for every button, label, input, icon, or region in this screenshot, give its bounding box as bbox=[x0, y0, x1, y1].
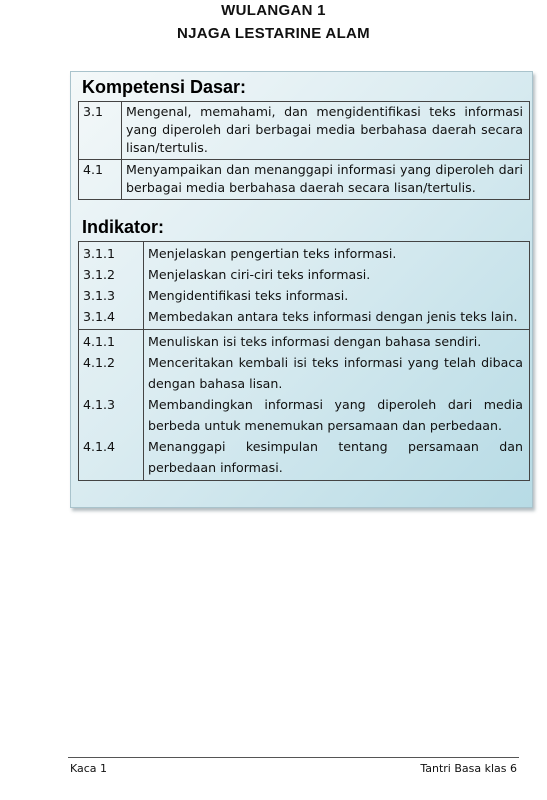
indikator-text: Menuliskan isi teks informasi dengan bahasa sendiri. bbox=[148, 334, 482, 349]
table-row bbox=[79, 330, 530, 481]
indikator-text-group bbox=[144, 242, 530, 330]
indikator-number: 3.1.2 bbox=[83, 267, 116, 282]
indikator-heading: Indikator: bbox=[82, 217, 165, 237]
page-number: Kaca 1 bbox=[70, 762, 108, 775]
kompetensi-heading: Kompetensi Dasar: bbox=[82, 77, 247, 97]
kompetensi-table bbox=[78, 101, 530, 200]
indikator-number: 3.1.1 bbox=[83, 246, 116, 261]
indikator-number: 4.1.4 bbox=[83, 439, 116, 454]
table-row bbox=[79, 242, 530, 330]
page-subtitle: NJAGA LESTARINE ALAM bbox=[177, 25, 370, 42]
table-row bbox=[79, 102, 530, 160]
page-title: WULANGAN 1 bbox=[221, 2, 326, 19]
indikator-text: Menjelaskan ciri-ciri teks informasi. bbox=[148, 267, 371, 282]
competency-box bbox=[70, 71, 533, 508]
indikator-text: Menjelaskan pengertian teks informasi. bbox=[148, 246, 397, 261]
indikator-text: Membedakan antara teks informasi dengan jenis teks lain. bbox=[148, 309, 518, 324]
book-title: Tantri Basa klas 6 bbox=[420, 762, 517, 775]
indikator-text: Membandingkan informasi yang diperoleh dari media berbeda untuk menemukan persamaan dan perbedaan. bbox=[148, 397, 523, 433]
indikator-number: 3.1.4 bbox=[83, 309, 116, 324]
indikator-number: 4.1.1 bbox=[83, 334, 116, 349]
indikator-number: 4.1.3 bbox=[83, 397, 116, 412]
indikator-number-group bbox=[79, 242, 144, 330]
table-row bbox=[79, 160, 530, 200]
indikator-text-group bbox=[144, 330, 530, 481]
kompetensi-text: Menyampaikan dan menanggapi informasi yang diperoleh dari berbagai media berbahasa daerah secara lisan/tertulis. bbox=[122, 160, 530, 200]
indikator-text: Mengidentifikasi teks informasi. bbox=[148, 288, 349, 303]
indikator-number-group bbox=[79, 330, 144, 481]
indikator-number: 4.1.2 bbox=[83, 355, 116, 370]
indikator-number: 3.1.3 bbox=[83, 288, 116, 303]
kompetensi-number: 4.1 bbox=[79, 160, 122, 200]
footer-divider bbox=[68, 757, 519, 758]
indikator-text: Menceritakan kembali isi teks informasi yang telah dibaca dengan bahasa lisan. bbox=[148, 355, 523, 391]
kompetensi-text: Mengenal, memahami, dan mengidentifikasi teks informasi yang diperoleh dari berbagai media berbahasa daerah secara lisan/tertulis. bbox=[122, 102, 530, 160]
kompetensi-number: 3.1 bbox=[79, 102, 122, 160]
indikator-table bbox=[78, 241, 530, 481]
indikator-text: Menanggapi kesimpulan tentang persamaan dan perbedaan informasi. bbox=[148, 439, 523, 475]
